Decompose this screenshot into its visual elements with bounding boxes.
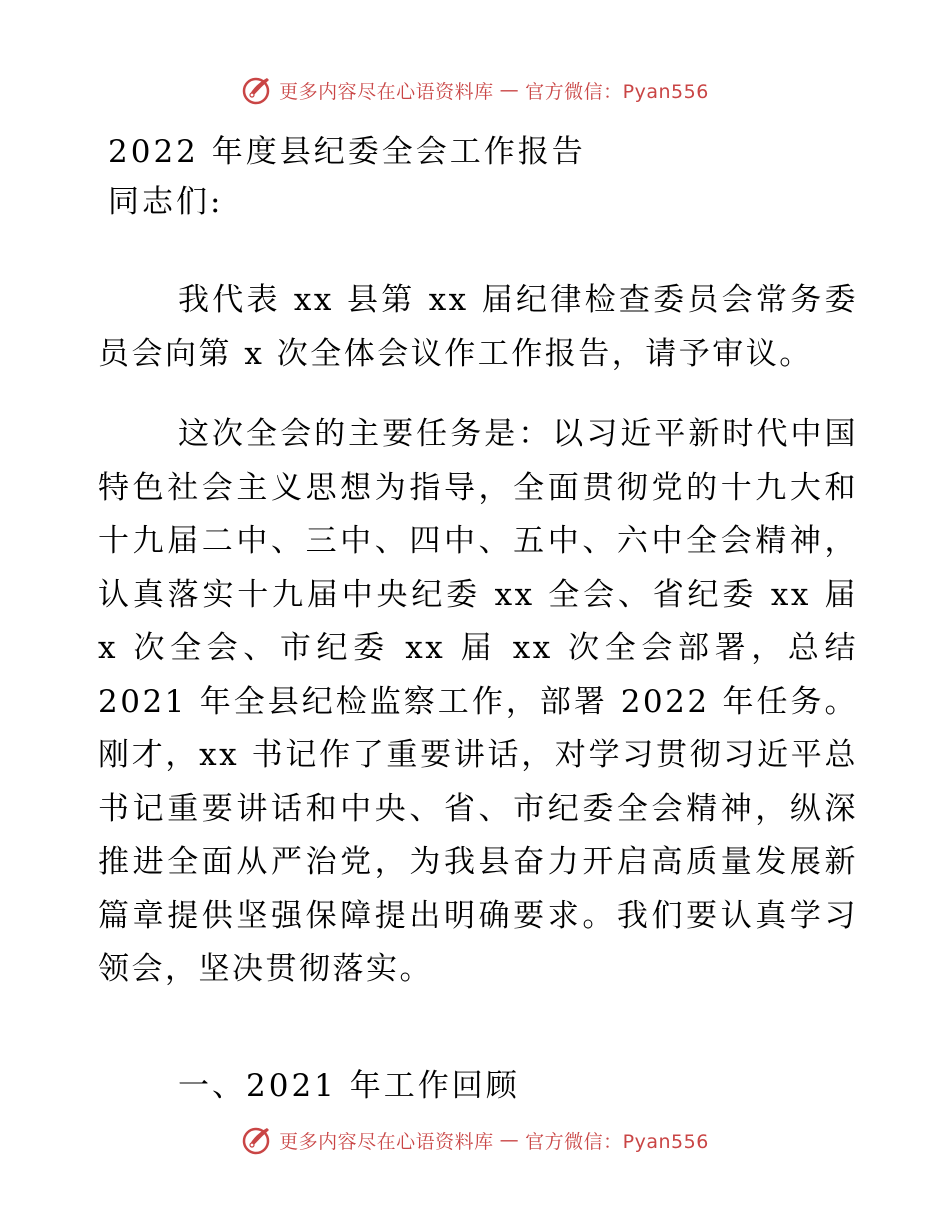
section-heading: 一、2021 年工作回顾 — [178, 1068, 520, 1104]
pen-seal-icon — [241, 74, 273, 106]
footer-watermark — [0, 1124, 950, 1156]
document-title: 2022 年度县纪委全会工作报告 — [108, 134, 586, 170]
paragraph-intro: 我代表 xx 县第 xx 届纪律检查委员会常务委员会向第 x 次全体会议作工作报告，请予审议。 — [98, 282, 858, 372]
paragraph-main-task: 这次全会的主要任务是：以习近平新时代中国特色社会主义思想为指导，全面贯彻党的十九大和十九届二中、三中、四中、五中、六中全会精神，认真落实十九届中央纪委 xx 全会、省纪委 xx 届 x 次全会、市纪委 xx 届 xx 次全会部署，总结 2021 年全县纪检监察工作，部署 2022 年任务。刚才，xx 书记作了重要讲话，对学习贯彻习近平总书记重要讲话和中央、省、市纪委全会精神，纵深推进全面从严治党，为我县奋力开启高质量发展新篇章提供坚强保障提出明确要求。我们要认真学习领会，坚决贯彻落实。 — [98, 416, 858, 987]
watermark-separator: — — [499, 79, 520, 101]
header-watermark — [0, 74, 950, 106]
watermark-main-text: 更多内容尽在心语资料库 — [279, 80, 494, 103]
watermark-wechat-text: 官方微信：Pyan556 — [525, 1130, 709, 1153]
salutation: 同志们: — [108, 184, 224, 220]
watermark-separator: — — [499, 1129, 520, 1151]
watermark-main-text: 更多内容尽在心语资料库 — [279, 1130, 494, 1153]
watermark-wechat-text: 官方微信：Pyan556 — [525, 80, 709, 103]
pen-seal-icon — [241, 1124, 273, 1156]
